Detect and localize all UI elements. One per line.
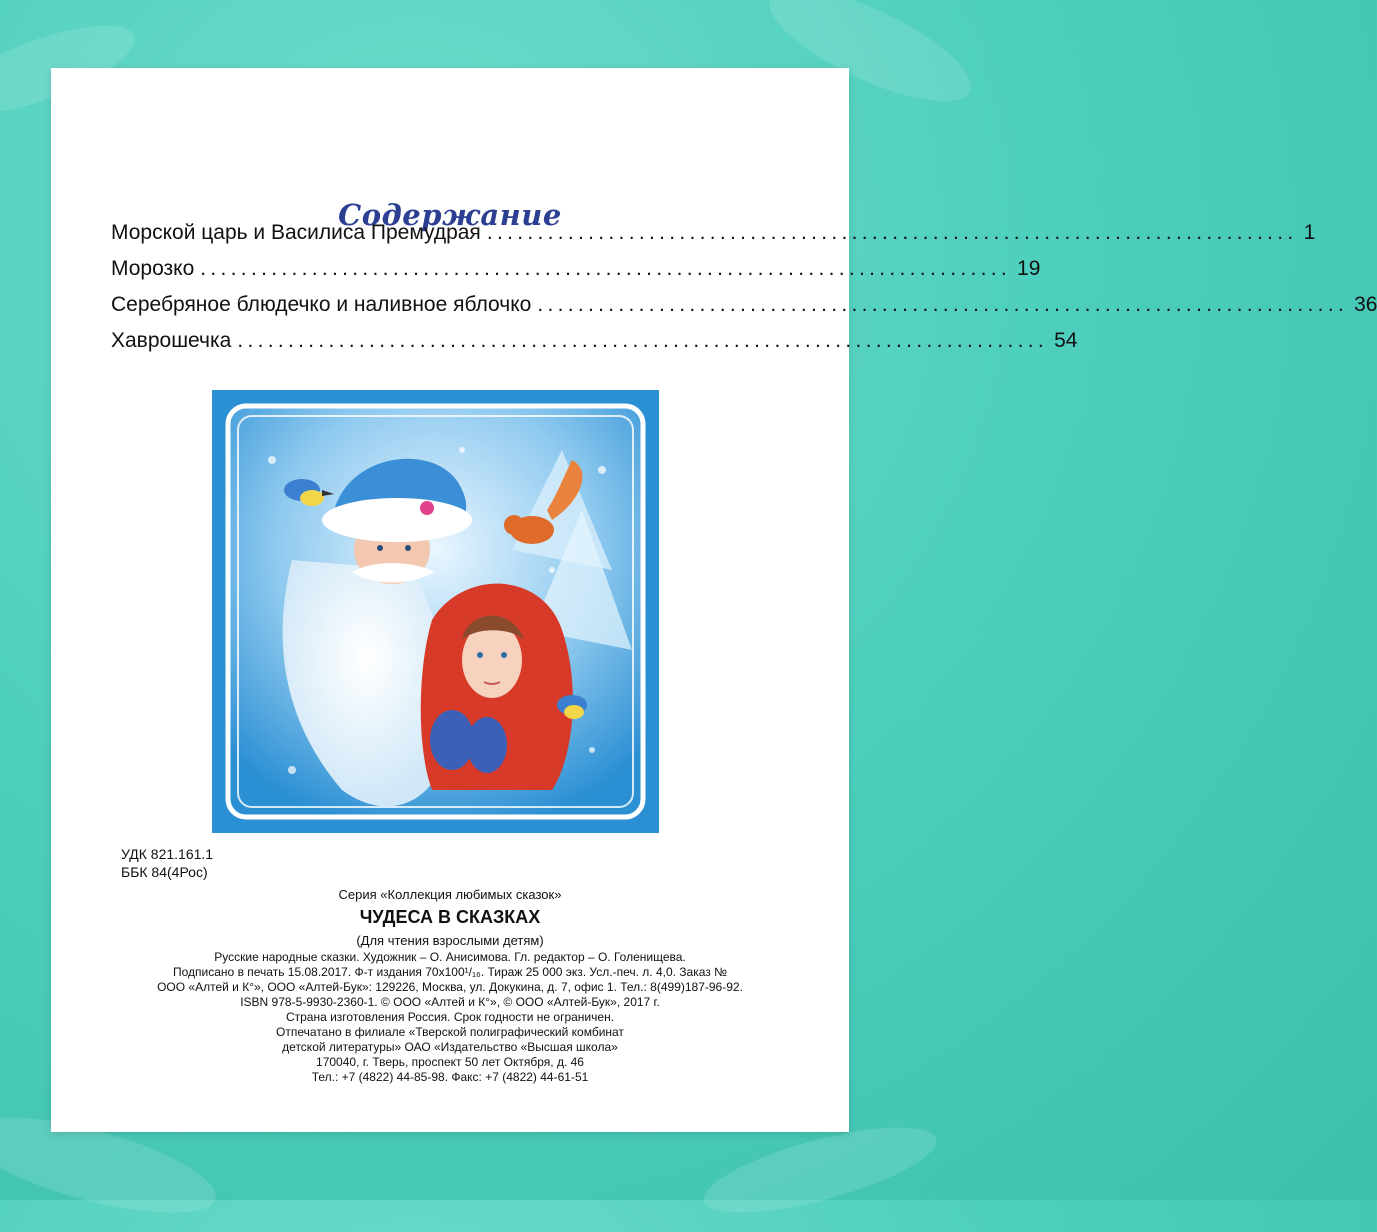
udk-code: УДК 821.161.1 bbox=[121, 846, 214, 862]
toc-leader-dots: ................................................................................ bbox=[537, 293, 1349, 316]
bbk-code: ББК 84(4Рос) bbox=[121, 864, 208, 880]
toc-entry-title: Серебряное блюдечко и наливное яблочко bbox=[111, 293, 532, 316]
toc-entry bbox=[111, 293, 1377, 323]
book-page bbox=[51, 68, 1377, 1132]
imprint-line: ISBN 978-5-9930-2360-1. © ООО «Алтей и К°», © ООО «Алтей-Бук», 2017 г. bbox=[240, 995, 660, 1009]
toc-entry bbox=[111, 257, 1041, 287]
toc-entry-title: Хаврошечка bbox=[111, 329, 232, 352]
toc-leader-dots: ................................................................................ bbox=[237, 329, 1049, 352]
imprint-line: Подписано в печать 15.08.2017. Ф-т издания 70х100¹/₁₆. Тираж 25 000 экз. Усл.-печ. л. 4,0. Заказ № bbox=[173, 965, 727, 979]
imprint-line: Русские народные сказки. Художник – О. Анисимова. Гл. редактор – О. Голенищева. bbox=[214, 950, 686, 964]
imprint-line: 170040, г. Тверь, проспект 50 лет Октября, д. 46 bbox=[316, 1055, 584, 1069]
toc-entry-page: 19 bbox=[1017, 257, 1041, 280]
toc-entry bbox=[111, 329, 1078, 359]
imprint-line: Отпечатано в филиале «Тверской полиграфический комбинат bbox=[276, 1025, 624, 1039]
series-line: Серия «Коллекция любимых сказок» bbox=[338, 887, 562, 902]
fairy-tale-illustration bbox=[212, 390, 659, 833]
toc-entry-title: Морской царь и Василиса Премудрая bbox=[111, 221, 481, 244]
audience-note: (Для чтения взрослыми детям) bbox=[356, 933, 544, 948]
toc-entry-title: Морозко bbox=[111, 257, 195, 280]
book-title: ЧУДЕСА В СКАЗКАХ bbox=[359, 907, 541, 927]
toc-leader-dots: ................................................................................ bbox=[486, 221, 1298, 244]
imprint-line: Страна изготовления Россия. Срок годности не ограничен. bbox=[285, 1010, 615, 1024]
toc-entry-page: 1 bbox=[1303, 221, 1316, 244]
toc-entry-page: 54 bbox=[1054, 329, 1078, 352]
toc-heading: Содержание bbox=[338, 198, 562, 232]
imprint-line: ООО «Алтей и К°», ООО «Алтей-Бук»: 129226, Москва, ул. Докукина, д. 7, офис 1. Тел.: 8(499)187-96-92. bbox=[157, 980, 743, 994]
toc-entry-page: 36 bbox=[1354, 293, 1377, 316]
imprint-line: детской литературы» ОАО «Издательство «Высшая школа» bbox=[282, 1040, 618, 1054]
toc-entry bbox=[111, 221, 1316, 251]
imprint-line: Тел.: +7 (4822) 44-85-98. Факс: +7 (4822) 44-61-51 bbox=[311, 1070, 589, 1084]
toc-leader-dots: ................................................................................ bbox=[200, 257, 1012, 280]
